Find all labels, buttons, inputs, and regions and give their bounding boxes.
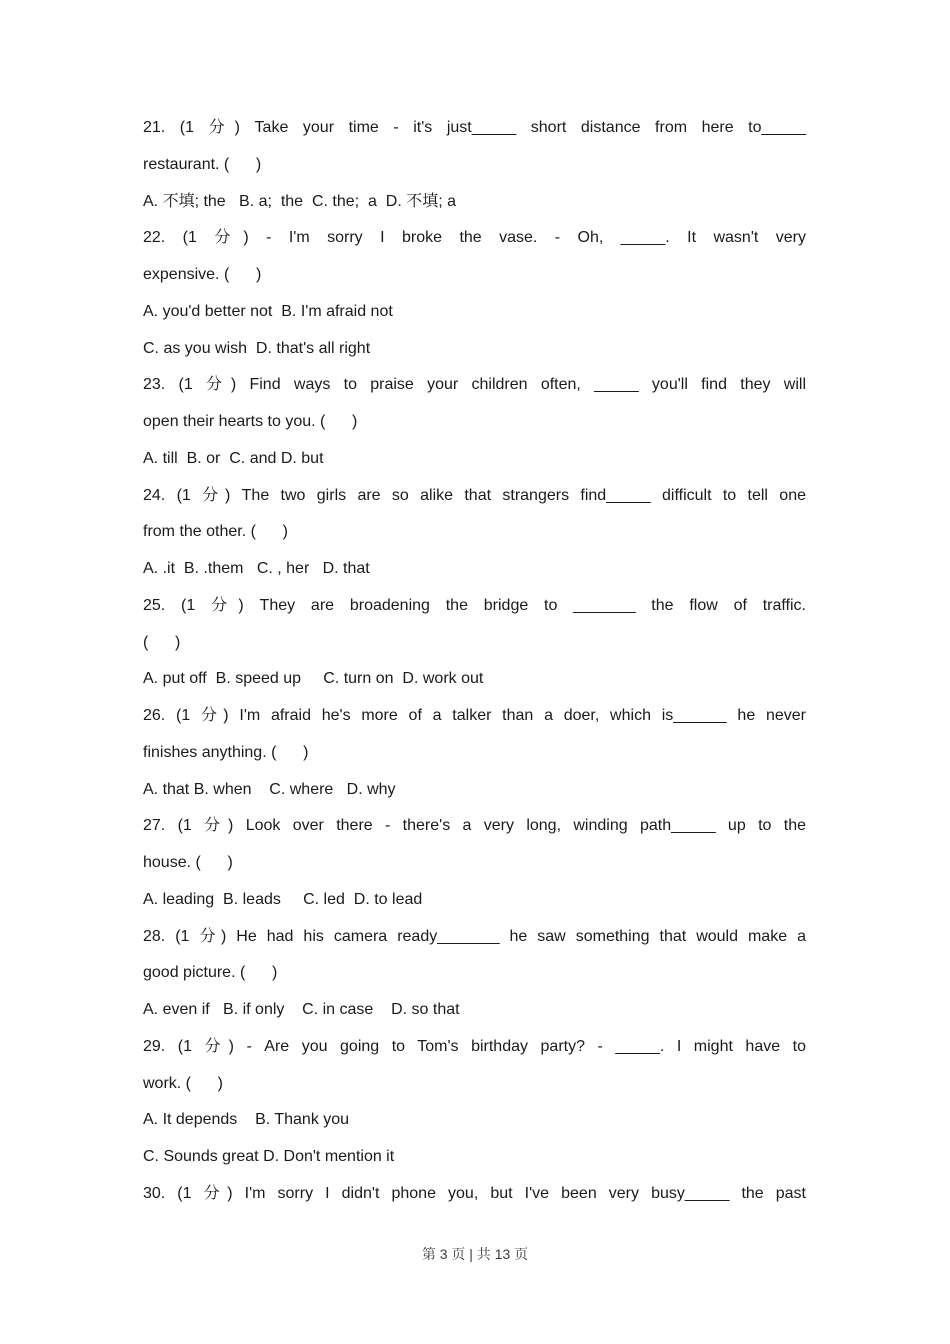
question-29-line-3: A. It depends B. Thank you [143, 1111, 350, 1129]
question-29-line-1: 29. (1 分) - Are you going to Tom's birthday party? - _____. I might have to [143, 1037, 806, 1055]
question-24-line-3: A. .it B. .them C. , her D. that [143, 560, 370, 577]
question-27 [143, 808, 806, 918]
question-27-line-3: A. leading B. leads C. led D. to lead [143, 890, 423, 908]
question-29 [143, 1029, 806, 1176]
question-25 [143, 588, 806, 698]
question-27-line-2: house. ( ) [143, 854, 233, 871]
question-26-line-2: finishes anything. ( ) [143, 743, 309, 761]
question-25-line-2: ( ) [143, 633, 181, 651]
question-27-line-1: 27. (1 分) Look over there - there's a very long, winding path_____ up to the [143, 817, 806, 835]
question-30 [143, 1176, 806, 1213]
question-23-line-3: A. till B. or C. and D. but [143, 449, 324, 467]
question-26-line-3: A. that B. when C. where D. why [143, 780, 396, 798]
question-21-line-2: restaurant. ( ) [143, 155, 262, 173]
question-24 [143, 478, 806, 588]
question-22-line-2: expensive. ( ) [143, 266, 262, 283]
question-28 [143, 919, 806, 1029]
question-30-line-1: 30. (1 分) I'm sorry I didn't phone you, but I've been very busy_____ the past [143, 1184, 806, 1202]
question-21-line-1: 21. (1 分) Take your time - it's just_____ short distance from here to_____ [143, 119, 806, 136]
question-23-line-1: 23. (1 分) Find ways to praise your children often, _____ you'll find they will [143, 376, 806, 394]
question-28-line-3: A. even if B. if only C. in case D. so that [143, 1001, 460, 1018]
question-23-line-2: open their hearts to you. ( ) [143, 413, 358, 430]
question-22-line-3: A. you'd better not B. I'm afraid not [143, 302, 393, 320]
question-28-line-2: good picture. ( ) [143, 964, 278, 982]
question-28-line-1: 28. (1 分) He had his camera ready_______ he saw something that would make a [143, 927, 806, 945]
question-25-line-3: A. put off B. speed up C. turn on D. work out [143, 670, 484, 688]
page-footer [0, 1243, 950, 1265]
page-number-text: 第 3 页 | 共 13 页 [421, 1246, 529, 1262]
question-29-line-2: work. ( ) [143, 1074, 223, 1092]
question-29-line-4: C. Sounds great D. Don't mention it [143, 1148, 395, 1165]
questions-container [143, 110, 806, 1213]
question-22-line-1: 22. (1 分) - I'm sorry I broke the vase. - Oh, _____. It wasn't very [143, 229, 806, 247]
question-22 [143, 220, 806, 367]
question-22-line-4: C. as you wish D. that's all right [143, 339, 371, 357]
question-21-line-3: A. 不填; the B. a; the C. the; a D. 不填; a [143, 192, 457, 210]
question-24-line-2: from the other. ( ) [143, 523, 288, 541]
question-24-line-1: 24. (1 分) The two girls are so alike that strangers find_____ difficult to tell one [143, 486, 806, 504]
question-21 [143, 110, 806, 220]
question-26 [143, 698, 806, 808]
question-25-line-1: 25. (1 分) They are broadening the bridge to _______ the flow of traffic. [143, 596, 806, 614]
question-23 [143, 367, 806, 477]
question-26-line-1: 26. (1 分) I'm afraid he's more of a talker than a doer, which is______ he never [143, 707, 806, 724]
